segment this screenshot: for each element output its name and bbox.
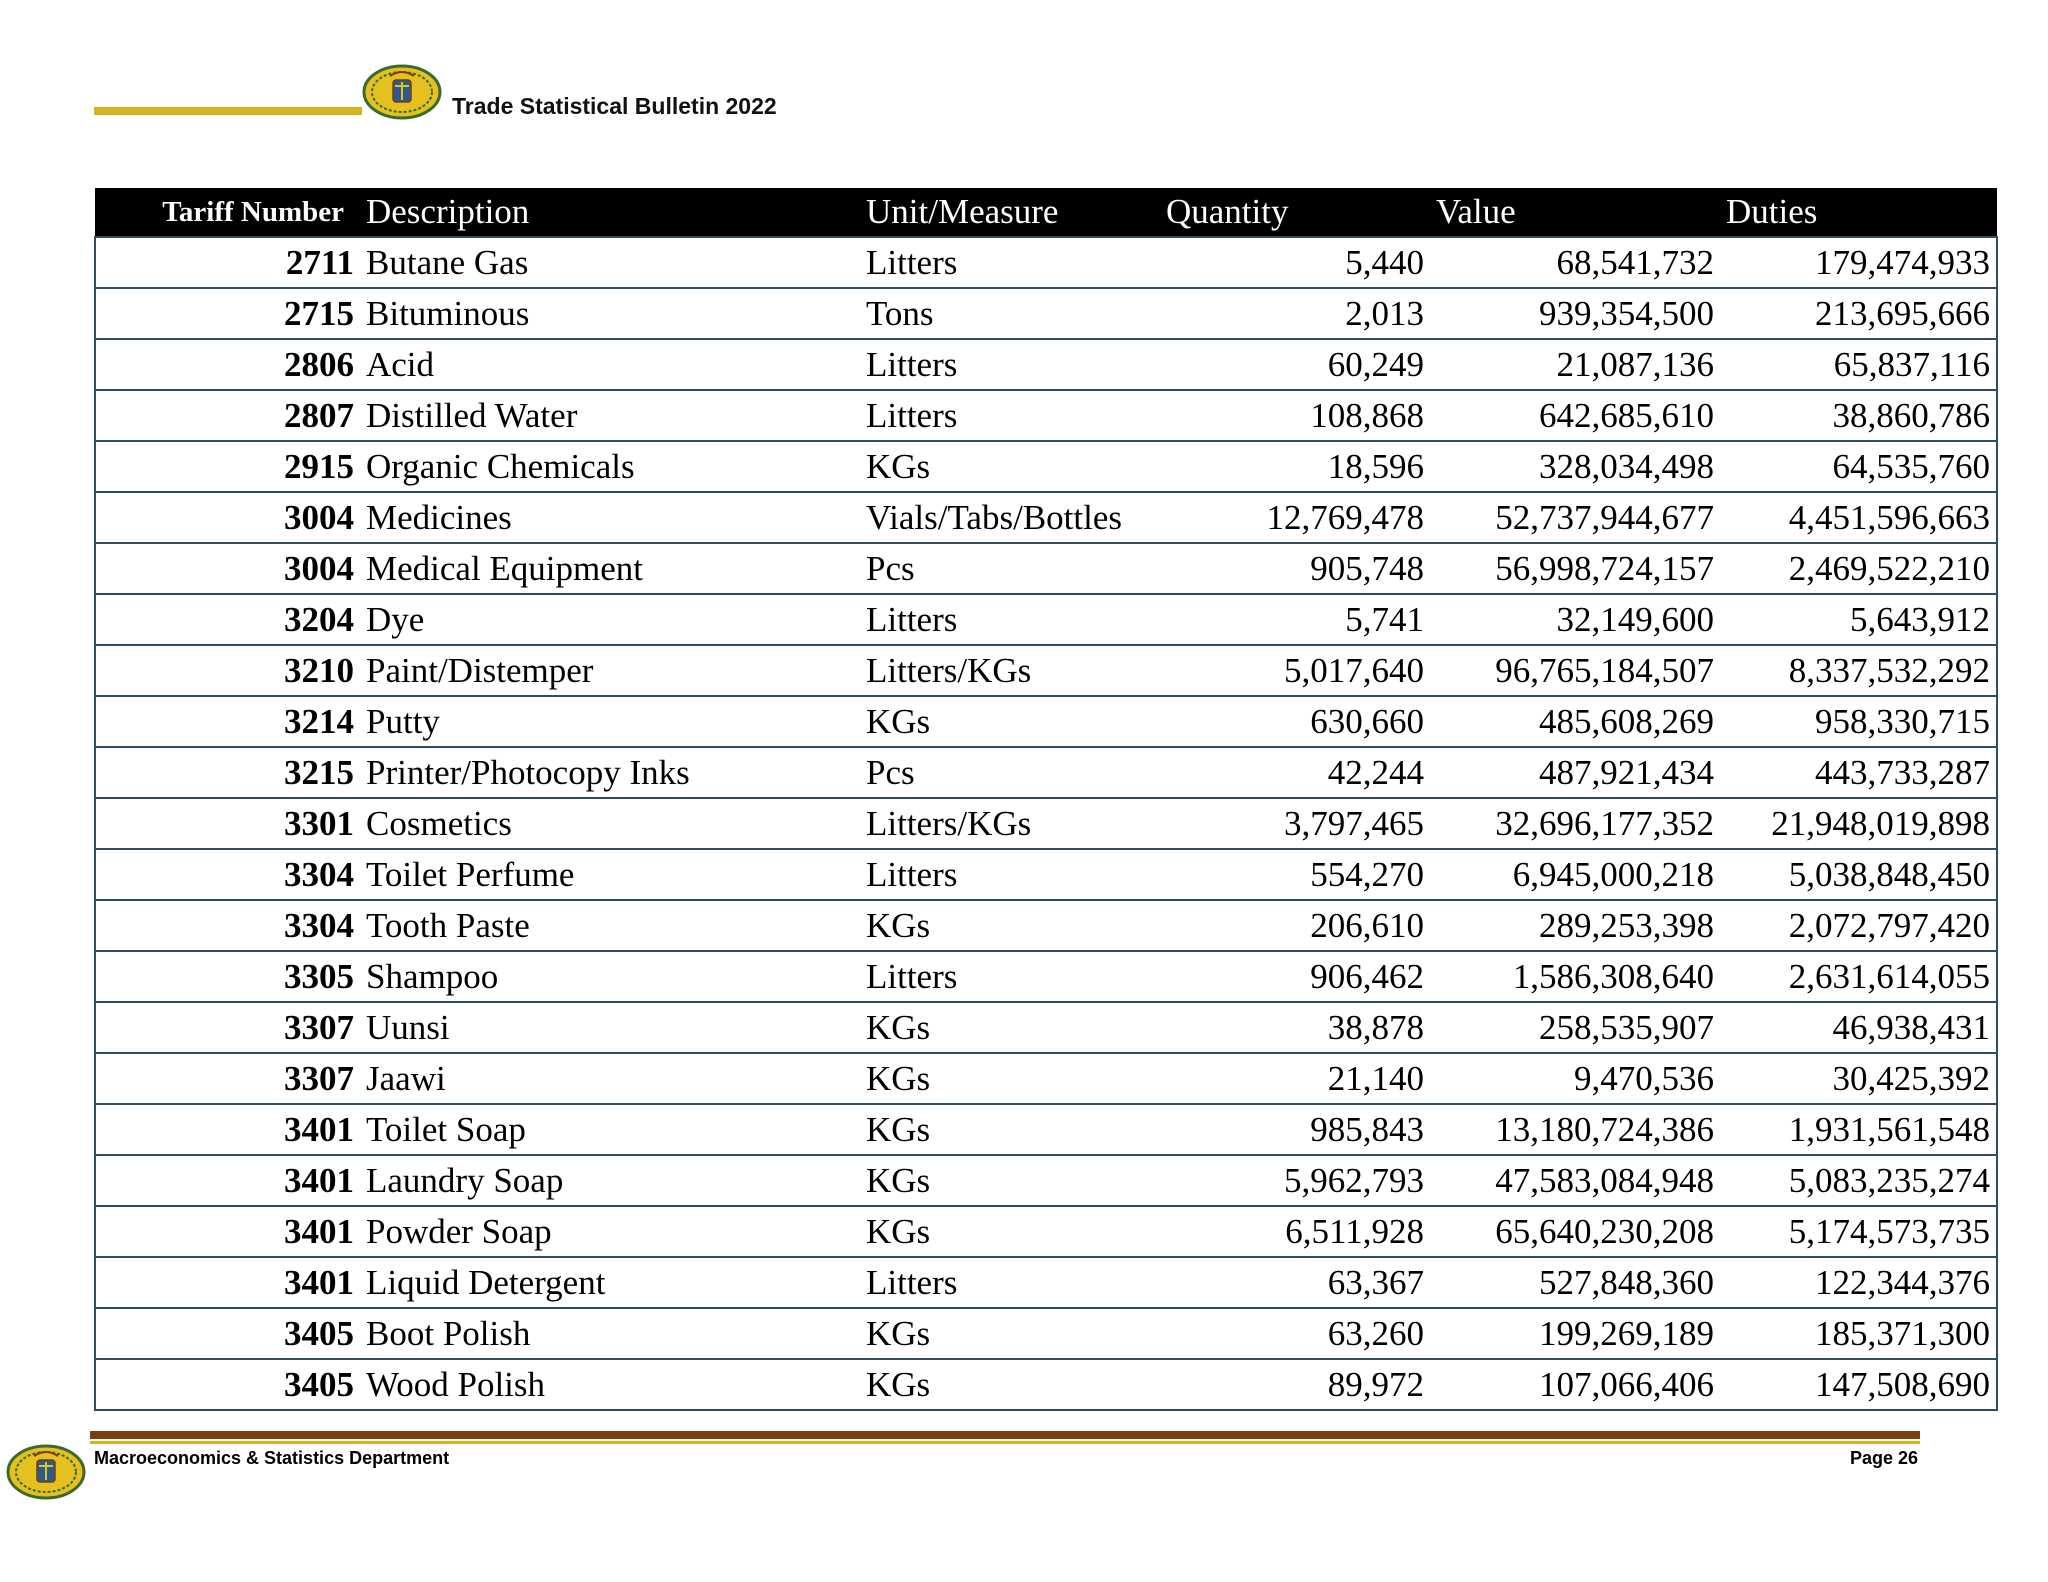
- tariff-cell: 3214: [95, 696, 360, 747]
- description-cell: Acid: [360, 339, 860, 390]
- table-row: [95, 1155, 1997, 1206]
- quantity-cell: 5,741: [1160, 594, 1430, 645]
- value-cell: 68,541,732: [1430, 237, 1720, 288]
- unit-cell: KGs: [860, 1308, 1160, 1359]
- unit-cell: Litters: [860, 951, 1160, 1002]
- duties-cell: 4,451,596,663: [1720, 492, 1997, 543]
- table-row: [95, 390, 1997, 441]
- tariff-cell: 3307: [95, 1002, 360, 1053]
- unit-cell: Litters: [860, 390, 1160, 441]
- table-row: [95, 1053, 1997, 1104]
- unit-cell: Litters: [860, 237, 1160, 288]
- quantity-cell: 21,140: [1160, 1053, 1430, 1104]
- duties-cell: 38,860,786: [1720, 390, 1997, 441]
- duties-cell: 64,535,760: [1720, 441, 1997, 492]
- duties-cell: 30,425,392: [1720, 1053, 1997, 1104]
- value-cell: 13,180,724,386: [1430, 1104, 1720, 1155]
- duties-cell: 2,072,797,420: [1720, 900, 1997, 951]
- tariff-cell: 3405: [95, 1359, 360, 1410]
- header-gold-rule: [94, 107, 362, 115]
- description-cell: Printer/Photocopy Inks: [360, 747, 860, 798]
- tariff-cell: 3304: [95, 849, 360, 900]
- description-cell: Jaawi: [360, 1053, 860, 1104]
- duties-cell: 5,643,912: [1720, 594, 1997, 645]
- description-cell: Toilet Soap: [360, 1104, 860, 1155]
- tariff-cell: 2915: [95, 441, 360, 492]
- duties-cell: 46,938,431: [1720, 1002, 1997, 1053]
- quantity-cell: 42,244: [1160, 747, 1430, 798]
- unit-cell: Pcs: [860, 747, 1160, 798]
- duties-cell: 122,344,376: [1720, 1257, 1997, 1308]
- tariff-cell: 3307: [95, 1053, 360, 1104]
- description-cell: Wood Polish: [360, 1359, 860, 1410]
- value-cell: 107,066,406: [1430, 1359, 1720, 1410]
- table-row: [95, 1308, 1997, 1359]
- value-cell: 52,737,944,677: [1430, 492, 1720, 543]
- value-cell: 96,765,184,507: [1430, 645, 1720, 696]
- table-row: [95, 1257, 1997, 1308]
- description-cell: Cosmetics: [360, 798, 860, 849]
- unit-cell: Litters: [860, 339, 1160, 390]
- description-cell: Paint/Distemper: [360, 645, 860, 696]
- quantity-cell: 18,596: [1160, 441, 1430, 492]
- table-row: [95, 237, 1997, 288]
- description-cell: Laundry Soap: [360, 1155, 860, 1206]
- value-cell: 258,535,907: [1430, 1002, 1720, 1053]
- tariff-cell: 3305: [95, 951, 360, 1002]
- table-body: [95, 237, 1997, 1410]
- footer-department: Macroeconomics & Statistics Department: [94, 1448, 450, 1468]
- tariff-cell: 3215: [95, 747, 360, 798]
- tariff-cell: 2715: [95, 288, 360, 339]
- value-cell: 47,583,084,948: [1430, 1155, 1720, 1206]
- duties-cell: 2,631,614,055: [1720, 951, 1997, 1002]
- quantity-cell: 5,440: [1160, 237, 1430, 288]
- value-cell: 485,608,269: [1430, 696, 1720, 747]
- tariff-cell: 3405: [95, 1308, 360, 1359]
- description-cell: Medical Equipment: [360, 543, 860, 594]
- unit-cell: KGs: [860, 441, 1160, 492]
- value-cell: 9,470,536: [1430, 1053, 1720, 1104]
- quantity-cell: 985,843: [1160, 1104, 1430, 1155]
- duties-cell: 147,508,690: [1720, 1359, 1997, 1410]
- quantity-cell: 5,962,793: [1160, 1155, 1430, 1206]
- description-cell: Bituminous: [360, 288, 860, 339]
- column-header-value: Value: [1430, 188, 1720, 237]
- quantity-cell: 905,748: [1160, 543, 1430, 594]
- table-row: [95, 900, 1997, 951]
- duties-cell: 179,474,933: [1720, 237, 1997, 288]
- quantity-cell: 63,260: [1160, 1308, 1430, 1359]
- table-row: [95, 1206, 1997, 1257]
- value-cell: 328,034,498: [1430, 441, 1720, 492]
- description-cell: Distilled Water: [360, 390, 860, 441]
- unit-cell: KGs: [860, 1359, 1160, 1410]
- page-number: Page 26: [1849, 1448, 1918, 1468]
- table-row: [95, 645, 1997, 696]
- unit-cell: KGs: [860, 1104, 1160, 1155]
- quantity-cell: 12,769,478: [1160, 492, 1430, 543]
- duties-cell: 1,931,561,548: [1720, 1104, 1997, 1155]
- tariff-cell: 3401: [95, 1155, 360, 1206]
- quantity-cell: 60,249: [1160, 339, 1430, 390]
- value-cell: 32,696,177,352: [1430, 798, 1720, 849]
- description-cell: Boot Polish: [360, 1308, 860, 1359]
- unit-cell: KGs: [860, 1053, 1160, 1104]
- unit-cell: Vials/Tabs/Bottles: [860, 492, 1160, 543]
- column-header-duties: Duties: [1720, 188, 1997, 237]
- unit-cell: Litters: [860, 849, 1160, 900]
- table-row: [95, 594, 1997, 645]
- description-cell: Powder Soap: [360, 1206, 860, 1257]
- duties-cell: 5,174,573,735: [1720, 1206, 1997, 1257]
- tariff-cell: 2806: [95, 339, 360, 390]
- quantity-cell: 108,868: [1160, 390, 1430, 441]
- description-cell: Liquid Detergent: [360, 1257, 860, 1308]
- trade-table: [94, 188, 1998, 1411]
- table-row: [95, 798, 1997, 849]
- table-row: [95, 696, 1997, 747]
- value-cell: 527,848,360: [1430, 1257, 1720, 1308]
- coat-of-arms-icon: [362, 64, 442, 120]
- unit-cell: Litters: [860, 594, 1160, 645]
- description-cell: Toilet Perfume: [360, 849, 860, 900]
- footer-gold-rule: [90, 1441, 1920, 1444]
- tariff-cell: 3004: [95, 543, 360, 594]
- unit-cell: KGs: [860, 696, 1160, 747]
- column-header-quantity: Quantity: [1160, 188, 1430, 237]
- tariff-cell: 3210: [95, 645, 360, 696]
- quantity-cell: 554,270: [1160, 849, 1430, 900]
- tariff-cell: 3304: [95, 900, 360, 951]
- tariff-cell: 2807: [95, 390, 360, 441]
- value-cell: 642,685,610: [1430, 390, 1720, 441]
- quantity-cell: 6,511,928: [1160, 1206, 1430, 1257]
- column-header-description: Description: [360, 188, 860, 237]
- quantity-cell: 5,017,640: [1160, 645, 1430, 696]
- description-cell: Dye: [360, 594, 860, 645]
- duties-cell: 5,083,235,274: [1720, 1155, 1997, 1206]
- quantity-cell: 906,462: [1160, 951, 1430, 1002]
- value-cell: 32,149,600: [1430, 594, 1720, 645]
- value-cell: 1,586,308,640: [1430, 951, 1720, 1002]
- description-cell: Butane Gas: [360, 237, 860, 288]
- duties-cell: 8,337,532,292: [1720, 645, 1997, 696]
- tariff-cell: 3204: [95, 594, 360, 645]
- duties-cell: 443,733,287: [1720, 747, 1997, 798]
- bulletin-title: Trade Statistical Bulletin 2022: [452, 93, 777, 119]
- table-row: [95, 849, 1997, 900]
- value-cell: 6,945,000,218: [1430, 849, 1720, 900]
- value-cell: 487,921,434: [1430, 747, 1720, 798]
- description-cell: Medicines: [360, 492, 860, 543]
- table-row: [95, 1104, 1997, 1155]
- description-cell: Putty: [360, 696, 860, 747]
- table-header-row: [95, 188, 1997, 237]
- tariff-cell: 2711: [95, 237, 360, 288]
- column-header-unit: Unit/Measure: [860, 188, 1160, 237]
- duties-cell: 213,695,666: [1720, 288, 1997, 339]
- coat-of-arms-icon: [6, 1444, 86, 1500]
- quantity-cell: 630,660: [1160, 696, 1430, 747]
- table-row: [95, 288, 1997, 339]
- duties-cell: 185,371,300: [1720, 1308, 1997, 1359]
- duties-cell: 21,948,019,898: [1720, 798, 1997, 849]
- unit-cell: KGs: [860, 900, 1160, 951]
- table-row: [95, 1359, 1997, 1410]
- value-cell: 939,354,500: [1430, 288, 1720, 339]
- value-cell: 65,640,230,208: [1430, 1206, 1720, 1257]
- unit-cell: Pcs: [860, 543, 1160, 594]
- unit-cell: KGs: [860, 1206, 1160, 1257]
- column-header-tariff: Tariff Number: [95, 188, 360, 237]
- tariff-cell: 3401: [95, 1206, 360, 1257]
- value-cell: 199,269,189: [1430, 1308, 1720, 1359]
- quantity-cell: 206,610: [1160, 900, 1430, 951]
- tariff-cell: 3401: [95, 1104, 360, 1155]
- quantity-cell: 38,878: [1160, 1002, 1430, 1053]
- duties-cell: 5,038,848,450: [1720, 849, 1997, 900]
- tariff-cell: 3301: [95, 798, 360, 849]
- unit-cell: Litters: [860, 1257, 1160, 1308]
- duties-cell: 2,469,522,210: [1720, 543, 1997, 594]
- unit-cell: Tons: [860, 288, 1160, 339]
- table-row: [95, 543, 1997, 594]
- unit-cell: KGs: [860, 1002, 1160, 1053]
- description-cell: Tooth Paste: [360, 900, 860, 951]
- tariff-cell: 3004: [95, 492, 360, 543]
- quantity-cell: 3,797,465: [1160, 798, 1430, 849]
- description-cell: Organic Chemicals: [360, 441, 860, 492]
- quantity-cell: 2,013: [1160, 288, 1430, 339]
- table-row: [95, 747, 1997, 798]
- table-row: [95, 951, 1997, 1002]
- duties-cell: 65,837,116: [1720, 339, 1997, 390]
- footer-brown-rule: [90, 1431, 1920, 1439]
- unit-cell: Litters/KGs: [860, 645, 1160, 696]
- quantity-cell: 63,367: [1160, 1257, 1430, 1308]
- duties-cell: 958,330,715: [1720, 696, 1997, 747]
- tariff-cell: 3401: [95, 1257, 360, 1308]
- description-cell: Uunsi: [360, 1002, 860, 1053]
- table-row: [95, 1002, 1997, 1053]
- value-cell: 56,998,724,157: [1430, 543, 1720, 594]
- unit-cell: Litters/KGs: [860, 798, 1160, 849]
- quantity-cell: 89,972: [1160, 1359, 1430, 1410]
- description-cell: Shampoo: [360, 951, 860, 1002]
- unit-cell: KGs: [860, 1155, 1160, 1206]
- table-row: [95, 492, 1997, 543]
- table-row: [95, 339, 1997, 390]
- value-cell: 289,253,398: [1430, 900, 1720, 951]
- value-cell: 21,087,136: [1430, 339, 1720, 390]
- table-row: [95, 441, 1997, 492]
